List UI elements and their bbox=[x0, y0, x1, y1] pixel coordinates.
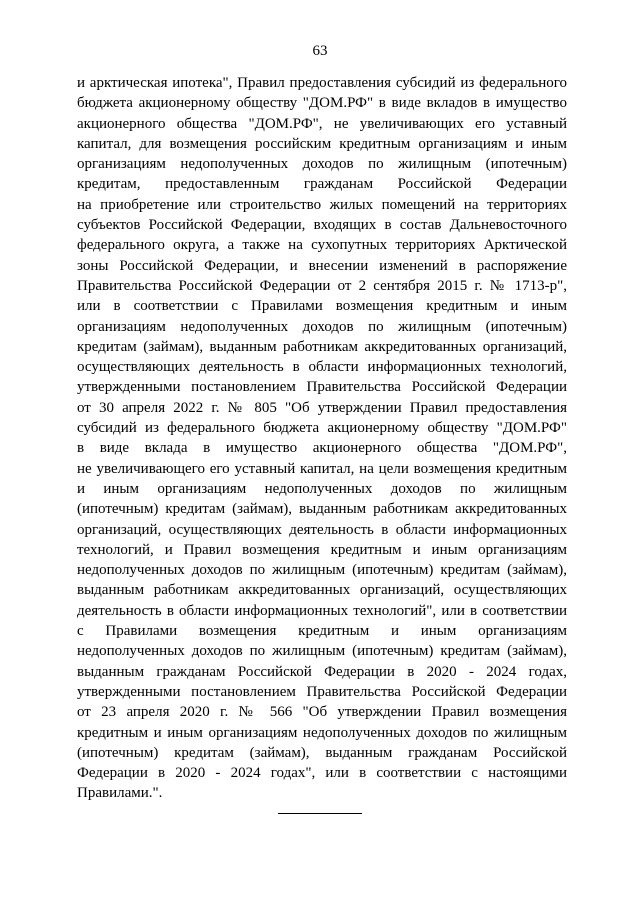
body-text-line: и арктическая ипотека", Правил предоставления субсидий из федерального bbox=[77, 75, 567, 91]
body-text-line: или в соответствии с Правилами возмещения кредитным и иным bbox=[77, 298, 567, 315]
body-text-line: от 23 апреля 2020 г. № 566 "Об утверждении Правил возмещения bbox=[77, 704, 567, 721]
footer-separator-line bbox=[278, 813, 362, 814]
body-text-line: федерального округа, а также на сухопутных территориях Арктической bbox=[77, 237, 567, 254]
body-text-line: Федерации в 2020 - 2024 годах", или в соответствии с настоящими bbox=[77, 765, 567, 782]
body-text-line: осуществляющих деятельность в области информационных технологий, bbox=[77, 359, 567, 376]
body-text-line: субсидий из федерального бюджета акционерному обществу "ДОМ.РФ" bbox=[77, 420, 567, 437]
body-text-line: организациям недополученных доходов по жилищным (ипотечным) bbox=[77, 318, 567, 335]
body-text-line: организаций, осуществляющих деятельность в области информационных bbox=[77, 521, 567, 538]
body-text-line: в виде вклада в имущество акционерного общества "ДОМ.РФ", bbox=[77, 440, 567, 457]
body-text-line: Правилами.". bbox=[77, 785, 163, 802]
body-text-line: Правительства Российской Федерации от 2 сентября 2015 г. № 1713-р", bbox=[77, 277, 567, 294]
body-text-line: капитал, для возмещения российским кредитным организациям и иным bbox=[77, 135, 567, 152]
body-text-line: выданным работникам аккредитованных организаций, осуществляющих bbox=[77, 582, 567, 599]
body-text-line: (ипотечным) кредитам (займам), выданным работникам аккредитованных bbox=[77, 501, 567, 518]
body-text-line: недополученных доходов по жилищным (ипотечным) кредитам (займам), bbox=[77, 643, 567, 660]
page-number: 63 bbox=[312, 43, 328, 59]
body-text-line: организациям недополученных доходов по жилищным (ипотечным) bbox=[77, 156, 567, 173]
body-text-line: бюджета акционерному обществу "ДОМ.РФ" в виде вкладов в имущество bbox=[77, 95, 567, 112]
body-text-line: от 30 апреля 2022 г. № 805 "Об утверждении Правил предоставления bbox=[77, 399, 567, 416]
body-text-line: не увеличивающего его уставный капитал, на цели возмещения кредитным bbox=[77, 460, 567, 477]
body-text-line: на приобретение или строительство жилых помещений на территориях bbox=[77, 196, 567, 213]
body-text-line: технологий, и Правил возмещения кредитным и иным организациям bbox=[77, 541, 567, 558]
body-text-line: с Правилами возмещения кредитным и иным организациям bbox=[77, 623, 567, 640]
body-text-line: кредитам (займам), выданным работникам аккредитованных организаций, bbox=[77, 338, 567, 355]
body-text-line: деятельность в области информационных технологий", или в соответствии bbox=[77, 602, 567, 619]
body-text-line: утвержденными постановлением Правительства Российской Федерации bbox=[77, 683, 567, 700]
body-text-line: утвержденными постановлением Правительства Российской Федерации bbox=[77, 379, 567, 396]
body-text-line: выданным гражданам Российской Федерации в 2020 - 2024 годах, bbox=[77, 663, 567, 680]
body-text-line: кредитам, предоставленным гражданам Российской Федерации bbox=[77, 176, 567, 193]
body-text-line: акционерного общества "ДОМ.РФ", не увеличивающих его уставный bbox=[77, 115, 567, 132]
body-text-line: кредитным и иным организациям недополученных доходов по жилищным bbox=[77, 724, 567, 741]
body-text-line: недополученных доходов по жилищным (ипотечным) кредитам (займам), bbox=[77, 562, 567, 579]
body-text-line: и иным организациям недополученных доходов по жилищным bbox=[77, 480, 567, 497]
body-text-line: зоны Российской Федерации, и внесении изменений в распоряжение bbox=[77, 257, 567, 274]
document-body bbox=[77, 73, 567, 804]
body-text-line: (ипотечным) кредитам (займам), выданным гражданам Российской bbox=[77, 744, 567, 761]
body-text-line: субъектов Российской Федерации, входящих в состав Дальневосточного bbox=[77, 217, 567, 234]
